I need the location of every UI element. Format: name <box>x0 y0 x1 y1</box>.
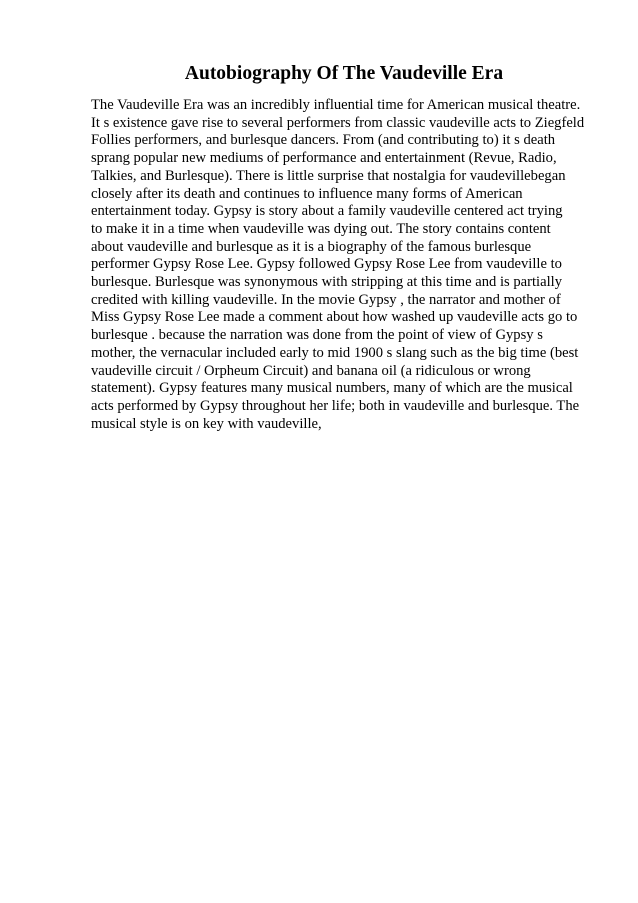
body-line: entertainment today. Gypsy is story about a family vaudeville centered act trying <box>91 203 563 220</box>
body-line: Talkies, and Burlesque). There is little surprise that nostalgia for vaudevillebegan <box>91 167 566 184</box>
body-line: musical style is on key with vaudeville, <box>91 415 322 432</box>
body-line: sprang popular new mediums of performance and entertainment (Revue, Radio, <box>91 150 557 167</box>
body-line: Follies performers, and burlesque dancers. From (and contributing to) it s death <box>91 132 556 149</box>
body-line: to make it in a time when vaudeville was dying out. The story contains content <box>91 220 551 237</box>
body-line: Miss Gypsy Rose Lee made a comment about how washed up vaudeville acts go to <box>91 309 578 326</box>
body-line: mother, the vernacular included early to mid 1900 s slang such as the big time (best <box>91 344 579 361</box>
body-line: credited with killing vaudeville. In the movie Gypsy , the narrator and mother of <box>91 291 561 308</box>
body-line: closely after its death and continues to influence many forms of American <box>91 185 523 202</box>
body-line: vaudeville circuit / Orpheum Circuit) and banana oil (a ridiculous or wrong <box>91 362 531 379</box>
body-line: about vaudeville and burlesque as it is a biography of the famous burlesque <box>91 238 532 255</box>
body-line: acts performed by Gypsy throughout her life; both in vaudeville and burlesque. The <box>91 397 580 414</box>
body-line: burlesque. Burlesque was synonymous with stripping at this time and is partially <box>91 274 562 291</box>
body-line: It s existence gave rise to several performers from classic vaudeville acts to Ziegfeld <box>91 114 585 131</box>
body-line: The Vaudeville Era was an incredibly influential time for American musical theatre. <box>91 97 581 113</box>
document-body <box>91 97 621 433</box>
body-line: performer Gypsy Rose Lee. Gypsy followed Gypsy Rose Lee from vaudeville to <box>91 256 562 273</box>
body-line: statement). Gypsy features many musical numbers, many of which are the musical <box>91 380 573 397</box>
document-title: Autobiography Of The Vaudeville Era <box>184 63 504 84</box>
body-line: burlesque . because the narration was done from the point of view of Gypsy s <box>91 327 543 344</box>
